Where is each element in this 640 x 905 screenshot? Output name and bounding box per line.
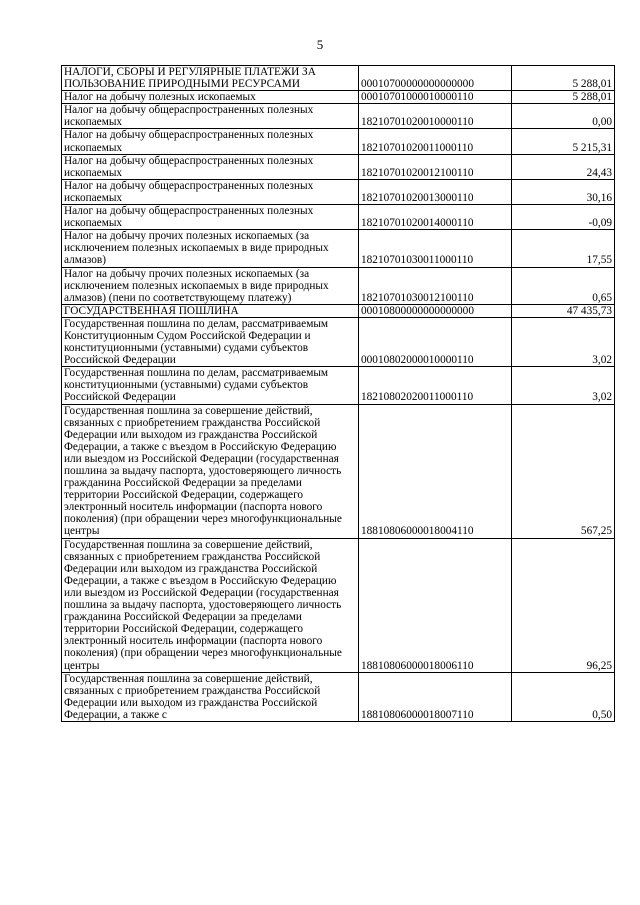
row-amount: 5 288,01 bbox=[512, 91, 615, 104]
row-name: Налог на добычу общераспространенных полезных ископаемых bbox=[62, 154, 359, 179]
table-row bbox=[62, 179, 615, 204]
row-amount: 0,00 bbox=[512, 104, 615, 129]
row-code: 18210802020011000110 bbox=[359, 367, 512, 404]
table-row bbox=[62, 104, 615, 129]
row-amount: 17,55 bbox=[512, 230, 615, 267]
row-name: Налог на добычу прочих полезных ископаемых (за исключением полезных ископаемых в виде природных алмазов) bbox=[62, 230, 359, 267]
table-row bbox=[62, 230, 615, 267]
row-code: 18210701030011000110 bbox=[359, 230, 512, 267]
row-code: 00010802000010000110 bbox=[359, 317, 512, 366]
table-row bbox=[62, 66, 615, 91]
row-name: Налог на добычу общераспространенных полезных ископаемых bbox=[62, 205, 359, 230]
row-amount: 567,25 bbox=[512, 404, 615, 538]
row-amount: 0,65 bbox=[512, 267, 615, 304]
row-name: Налог на добычу прочих полезных ископаемых (за исключением полезных ископаемых в виде природных алмазов) (пени по соответствующему платежу) bbox=[62, 267, 359, 304]
row-name: Налог на добычу полезных ископаемых bbox=[62, 91, 359, 104]
row-name: Налог на добычу общераспространенных полезных ископаемых bbox=[62, 179, 359, 204]
row-code: 18810806000018006110 bbox=[359, 538, 512, 672]
row-amount: -0,09 bbox=[512, 205, 615, 230]
row-name: Государственная пошлина по делам, рассматриваемым Конституционным Судом Российской Федерации и конституционными (уставными) судами субъектов Российской Федерации bbox=[62, 317, 359, 366]
row-code: 00010701000010000110 bbox=[359, 91, 512, 104]
row-name: ГОСУДАРСТВЕННАЯ ПОШЛИНА bbox=[62, 304, 359, 317]
row-code: 18810806000018007110 bbox=[359, 672, 512, 721]
row-name: Налог на добычу общераспространенных полезных ископаемых bbox=[62, 104, 359, 129]
row-amount: 3,02 bbox=[512, 367, 615, 404]
row-code: 00010800000000000000 bbox=[359, 304, 512, 317]
row-code: 00010700000000000000 bbox=[359, 66, 512, 91]
row-amount: 0,50 bbox=[512, 672, 615, 721]
row-code: 18210701020012100110 bbox=[359, 154, 512, 179]
row-amount: 47 435,73 bbox=[512, 304, 615, 317]
table-row bbox=[62, 404, 615, 538]
row-amount: 5 288,01 bbox=[512, 66, 615, 91]
table-row bbox=[62, 304, 615, 317]
row-amount: 5 215,31 bbox=[512, 129, 615, 154]
row-code: 18210701020014000110 bbox=[359, 205, 512, 230]
table-row bbox=[62, 367, 615, 404]
row-code: 18210701020010000110 bbox=[359, 104, 512, 129]
row-amount: 3,02 bbox=[512, 317, 615, 366]
row-name: Государственная пошлина по делам, рассматриваемым конституционными (уставными) судами субъектов Российской Федерации bbox=[62, 367, 359, 404]
table-row bbox=[62, 154, 615, 179]
table-row bbox=[62, 205, 615, 230]
table-row bbox=[62, 91, 615, 104]
row-amount: 24,43 bbox=[512, 154, 615, 179]
row-amount: 96,25 bbox=[512, 538, 615, 672]
row-name: Государственная пошлина за совершение действий, связанных с приобретением гражданства Российской Федерации или выходом из гражданства Российской Федерации, а также с bbox=[62, 672, 359, 721]
row-amount: 30,16 bbox=[512, 179, 615, 204]
row-code: 18210701030012100110 bbox=[359, 267, 512, 304]
table-row bbox=[62, 672, 615, 721]
row-code: 18810806000018004110 bbox=[359, 404, 512, 538]
budget-revenue-table bbox=[61, 65, 615, 722]
table-row bbox=[62, 317, 615, 366]
row-name: НАЛОГИ, СБОРЫ И РЕГУЛЯРНЫЕ ПЛАТЕЖИ ЗА ПОЛЬЗОВАНИЕ ПРИРОДНЫМИ РЕСУРСАМИ bbox=[62, 66, 359, 91]
table-row bbox=[62, 267, 615, 304]
row-name: Государственная пошлина за совершение действий, связанных с приобретением гражданства Российской Федерации или выходом из гражданства Российской Федерации, а также с въездом в Российскую Федерацию или выездом из Российской Федерации (государственная пошлина за выдачу паспорта, удостоверяющего личность гражданина Российской Федерации за пределами территории Российской Федерации, содержащего электронный носитель информации (паспорта нового поколения) (при обращении через многофункциональные центры bbox=[62, 404, 359, 538]
table-row bbox=[62, 129, 615, 154]
table-row bbox=[62, 538, 615, 672]
row-code: 18210701020011000110 bbox=[359, 129, 512, 154]
row-name: Государственная пошлина за совершение действий, связанных с приобретением гражданства Российской Федерации или выходом из гражданства Российской Федерации, а также с въездом в Российскую Федерацию или выездом из Российской Федерации (государственная пошлина за выдачу паспорта, удостоверяющего личность гражданина Российской Федерации за пределами территории Российской Федерации, содержащего электронный носитель информации (паспорта нового поколения) (при обращении через многофункциональные центры bbox=[62, 538, 359, 672]
row-name: Налог на добычу общераспространенных полезных ископаемых bbox=[62, 129, 359, 154]
page-number: 5 bbox=[316, 37, 324, 52]
row-code: 18210701020013000110 bbox=[359, 179, 512, 204]
